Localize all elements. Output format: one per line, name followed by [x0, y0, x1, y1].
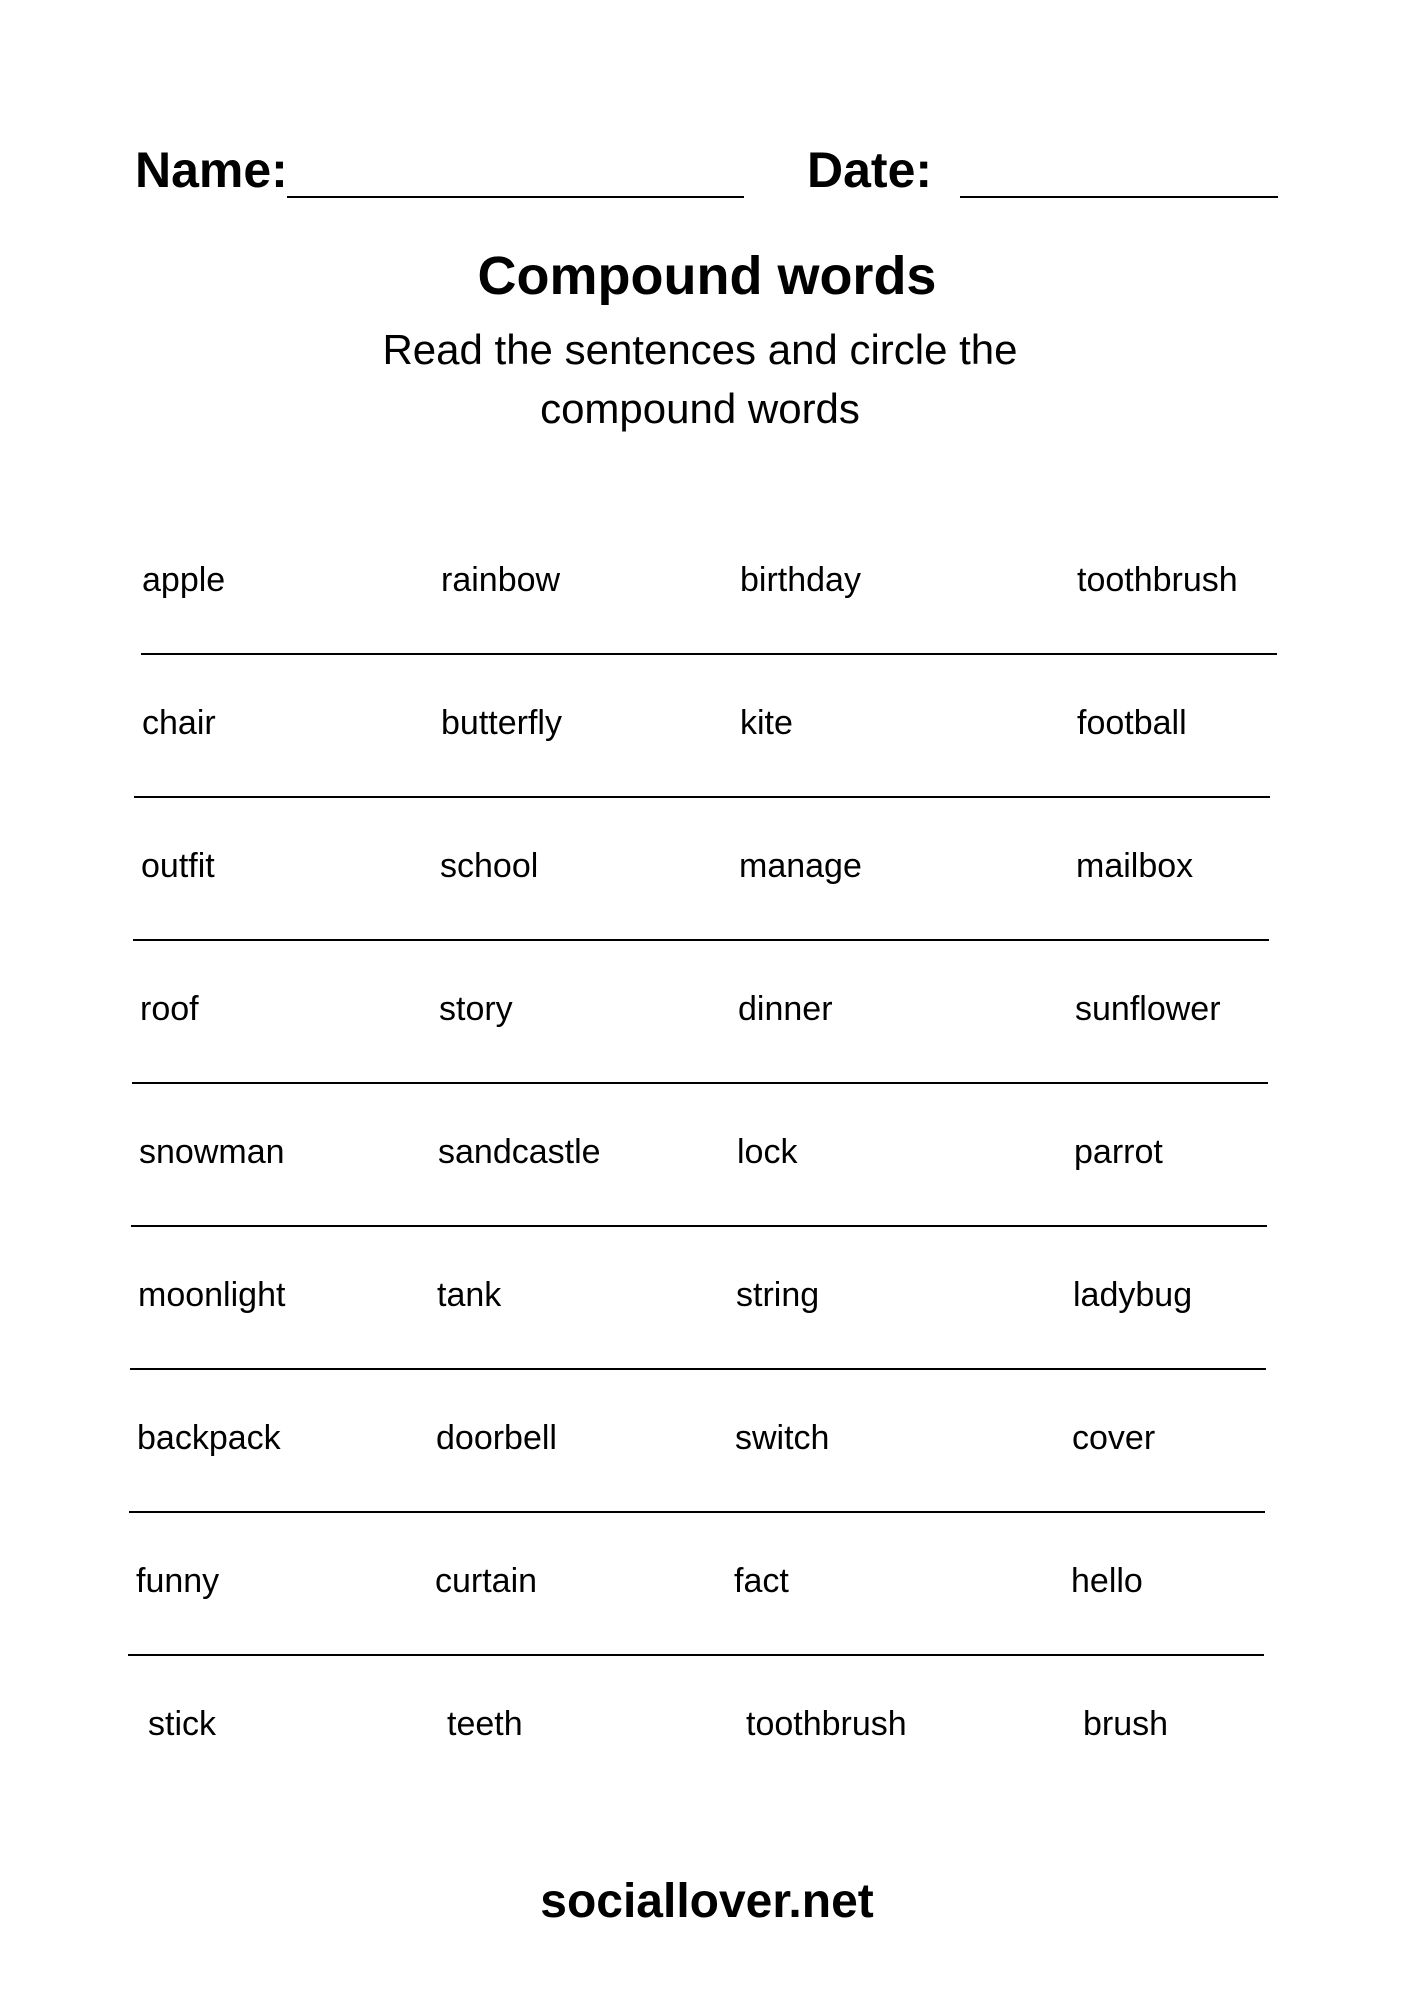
- word-item[interactable]: fact: [734, 1562, 789, 1600]
- row-divider: [141, 653, 1277, 655]
- word-item[interactable]: funny: [136, 1562, 220, 1600]
- word-item[interactable]: story: [439, 990, 513, 1028]
- word-item[interactable]: hello: [1071, 1562, 1143, 1600]
- word-item[interactable]: school: [440, 847, 539, 885]
- word-item[interactable]: chair: [142, 704, 216, 742]
- word-row: [0, 969, 1414, 1112]
- word-item[interactable]: kite: [740, 704, 793, 742]
- row-divider: [132, 1082, 1268, 1084]
- word-item[interactable]: roof: [140, 990, 199, 1028]
- row-divider: [134, 796, 1270, 798]
- word-row: [0, 1112, 1414, 1255]
- word-item[interactable]: football: [1077, 704, 1187, 742]
- word-item[interactable]: toothbrush: [746, 1705, 907, 1743]
- word-item[interactable]: cover: [1072, 1419, 1156, 1457]
- word-item[interactable]: outfit: [141, 847, 215, 885]
- word-item[interactable]: moonlight: [138, 1276, 286, 1314]
- word-item[interactable]: dinner: [738, 990, 833, 1028]
- row-divider: [133, 939, 1269, 941]
- instructions: [300, 320, 1100, 438]
- name-label: Name:: [135, 142, 288, 198]
- word-item[interactable]: sunflower: [1075, 990, 1221, 1028]
- row-divider: [131, 1225, 1267, 1227]
- word-item[interactable]: backpack: [137, 1419, 281, 1457]
- row-divider: [130, 1368, 1266, 1370]
- word-item[interactable]: doorbell: [436, 1419, 557, 1457]
- name-date-header: [135, 140, 1280, 210]
- word-item[interactable]: teeth: [447, 1705, 523, 1743]
- word-row: [0, 540, 1414, 683]
- word-item[interactable]: tank: [437, 1276, 502, 1314]
- word-item[interactable]: apple: [142, 561, 226, 599]
- instructions-line-1: Read the sentences and circle the: [382, 326, 1018, 373]
- word-item[interactable]: manage: [739, 847, 862, 885]
- word-item[interactable]: stick: [148, 1705, 216, 1743]
- word-item[interactable]: snowman: [139, 1133, 285, 1171]
- word-row: [0, 1255, 1414, 1398]
- word-item[interactable]: mailbox: [1076, 847, 1194, 885]
- word-row: [0, 1398, 1414, 1541]
- word-item[interactable]: parrot: [1074, 1133, 1163, 1171]
- word-item[interactable]: switch: [735, 1419, 830, 1457]
- word-item[interactable]: curtain: [435, 1562, 538, 1600]
- row-divider: [128, 1654, 1264, 1656]
- footer-website: sociallover.net: [540, 1875, 874, 1928]
- row-divider: [129, 1511, 1265, 1513]
- worksheet-title: Compound words: [477, 246, 937, 306]
- word-row: [0, 1541, 1414, 1684]
- name-field[interactable]: [287, 196, 744, 198]
- word-grid: [0, 540, 1414, 1827]
- word-item[interactable]: butterfly: [441, 704, 562, 742]
- word-item[interactable]: brush: [1083, 1705, 1169, 1743]
- word-item[interactable]: toothbrush: [1077, 561, 1238, 599]
- word-item[interactable]: sandcastle: [438, 1133, 601, 1171]
- date-label: Date:: [807, 142, 933, 198]
- instructions-line-2: compound words: [540, 385, 860, 432]
- word-item[interactable]: rainbow: [441, 561, 561, 599]
- word-item[interactable]: birthday: [740, 561, 861, 599]
- word-item[interactable]: ladybug: [1073, 1276, 1193, 1314]
- word-row: [0, 683, 1414, 826]
- word-row: [0, 1684, 1414, 1827]
- date-field[interactable]: [960, 196, 1278, 198]
- word-item[interactable]: lock: [737, 1133, 798, 1171]
- word-item[interactable]: string: [736, 1276, 820, 1314]
- word-row: [0, 826, 1414, 969]
